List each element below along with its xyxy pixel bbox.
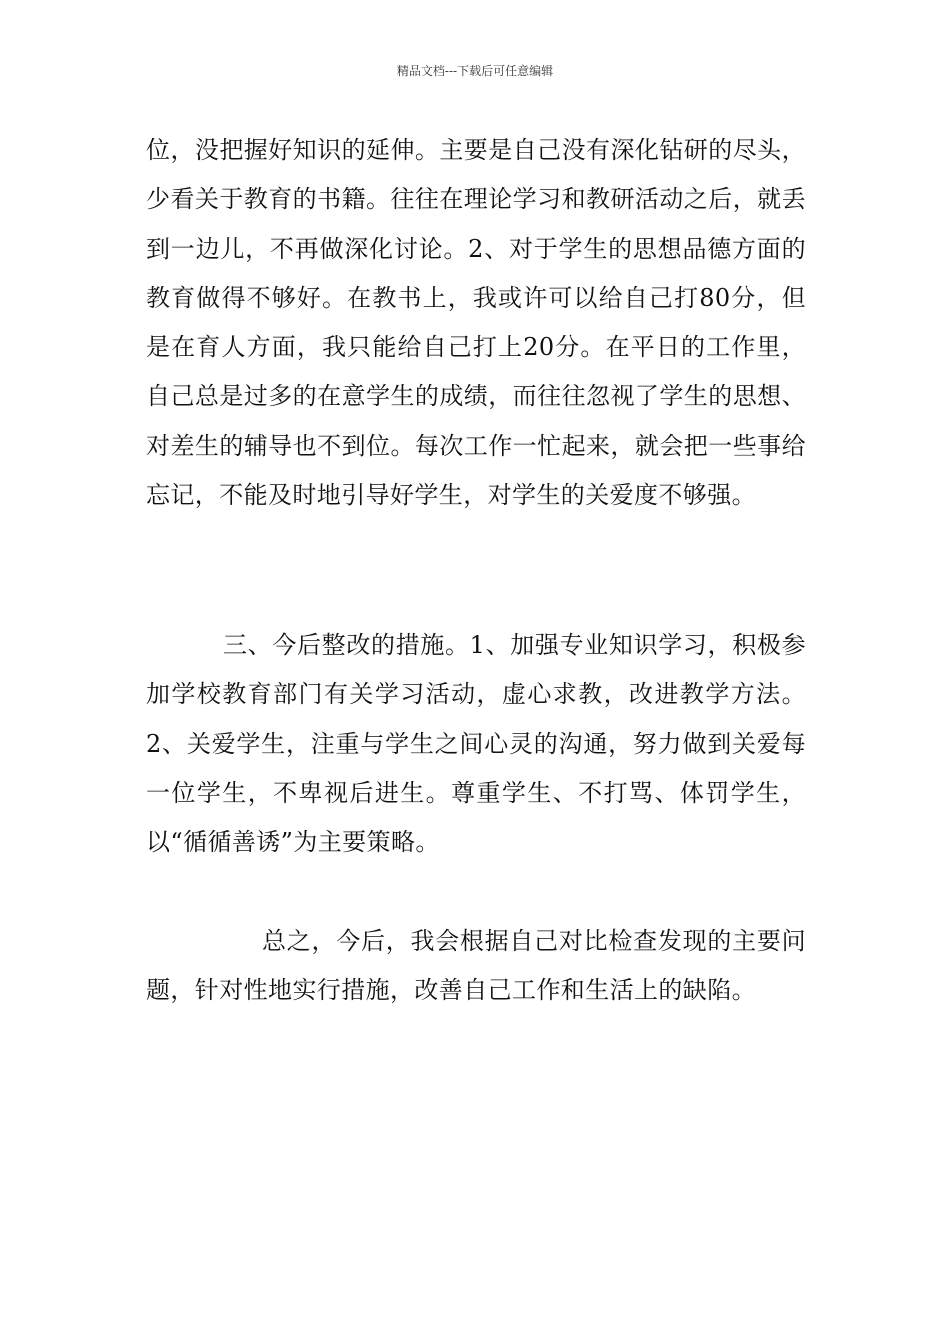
paragraph-shortcomings: 位，没把握好知识的延伸。主要是自己没有深化钻研的尽头，少看关于教育的书籍。往往在理论学习和教研活动之后，就丢到一边儿，不再做深化讨论。2、对于学生的思想品德方面的教育做得不够好。在教书上，我或许可以给自己打80分，但是在育人方面，我只能给自己打上20分。在平日的工作里，自己总是过多的在意学生的成绩，而往往忽视了学生的思想、对差生的辅导也不到位。每次工作一忙起来，就会把一些事给忘记，不能及时地引导好学生，对学生的关爱度不够强。 (146, 136, 806, 510)
paragraph-conclusion: 总之，今后，我会根据自己对比检查发现的主要问题，针对性地实行措施，改善自己工作和生活上的缺陷。 (146, 927, 806, 1005)
paragraph-measures: 三、今后整改的措施。1、加强专业知识学习，积极参加学校教育部门有关学习活动，虚心求教，改进教学方法。2、关爱学生，注重与学生之间心灵的沟通，努力做到关爱每一位学生，不卑视后进生。尊重学生、不打骂、体罚学生，以“循循善诱”为主要策略。 (146, 631, 806, 857)
page-header: 精品文档---下载后可任意编辑 (396, 64, 554, 78)
